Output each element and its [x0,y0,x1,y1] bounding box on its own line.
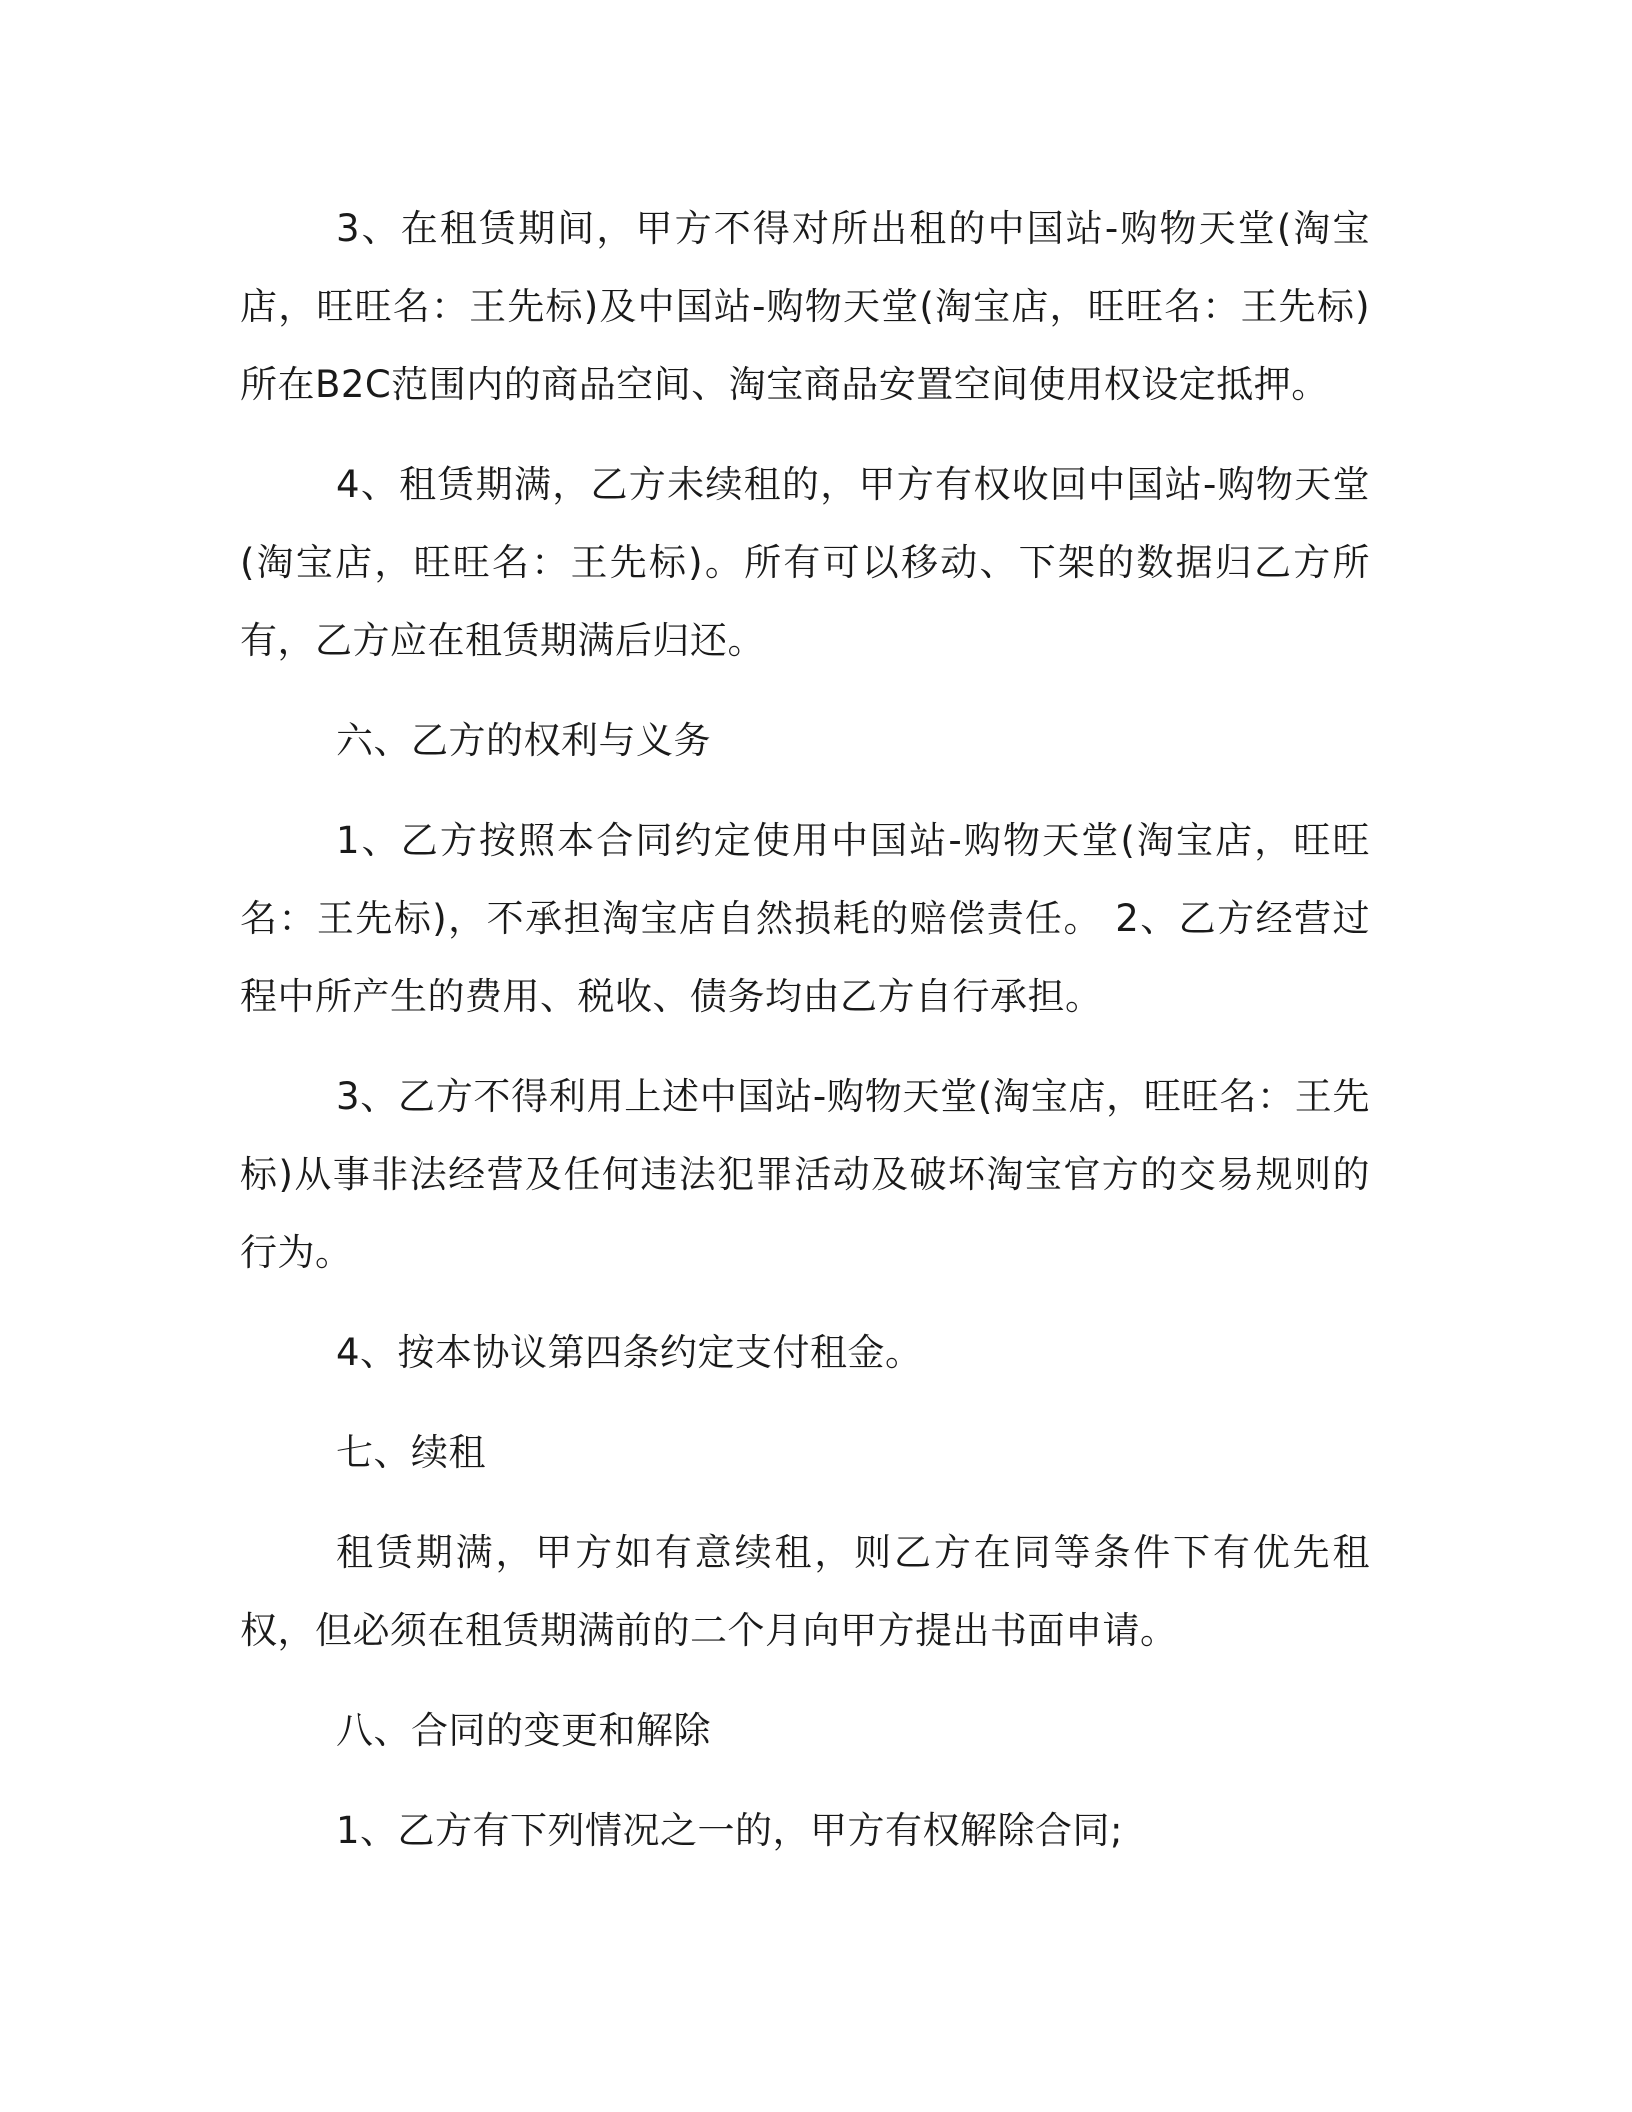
document-body [240,190,1370,1892]
paragraph-clause-3-illegal-use: 3、乙方不得利用上述中国站-购物天堂(淘宝店，旺旺名：王先标)从事非法经营及任何违法犯罪活动及破坏淘宝官方的交易规则的行为。 [240,1075,1370,1274]
section-heading-renewal: 七、续租 [336,1431,486,1474]
paragraph-clause-1-termination: 1、乙方有下列情况之一的，甲方有权解除合同; [336,1809,1124,1852]
paragraph-clause-4-expiry: 4、租赁期满，乙方未续租的，甲方有权收回中国站-购物天堂(淘宝店，旺旺名：王先标)。所有可以移动、下架的数据归乙方所有，乙方应在租赁期满后归还。 [240,463,1370,662]
paragraph-renewal-terms: 租赁期满，甲方如有意续租，则乙方在同等条件下有优先租权，但必须在租赁期满前的二个月向甲方提出书面申请。 [240,1531,1370,1652]
paragraph-clause-1-2-usage-costs: 1、乙方按照本合同约定使用中国站-购物天堂(淘宝店，旺旺名：王先标)，不承担淘宝店自然损耗的赔偿责任。 2、乙方经营过程中所产生的费用、税收、债务均由乙方自行承担。 [240,819,1370,1018]
section-heading-contract-change: 八、合同的变更和解除 [336,1709,711,1752]
section-heading-party-b-rights: 六、乙方的权利与义务 [336,719,711,762]
paragraph-clause-3-mortgage: 3、在租赁期间，甲方不得对所出租的中国站-购物天堂(淘宝店，旺旺名：王先标)及中国站-购物天堂(淘宝店，旺旺名：王先标)所在B2C范围内的商品空间、淘宝商品安置空间使用权设定抵押。 [240,207,1370,406]
paragraph-clause-4-rent: 4、按本协议第四条约定支付租金。 [336,1331,923,1374]
